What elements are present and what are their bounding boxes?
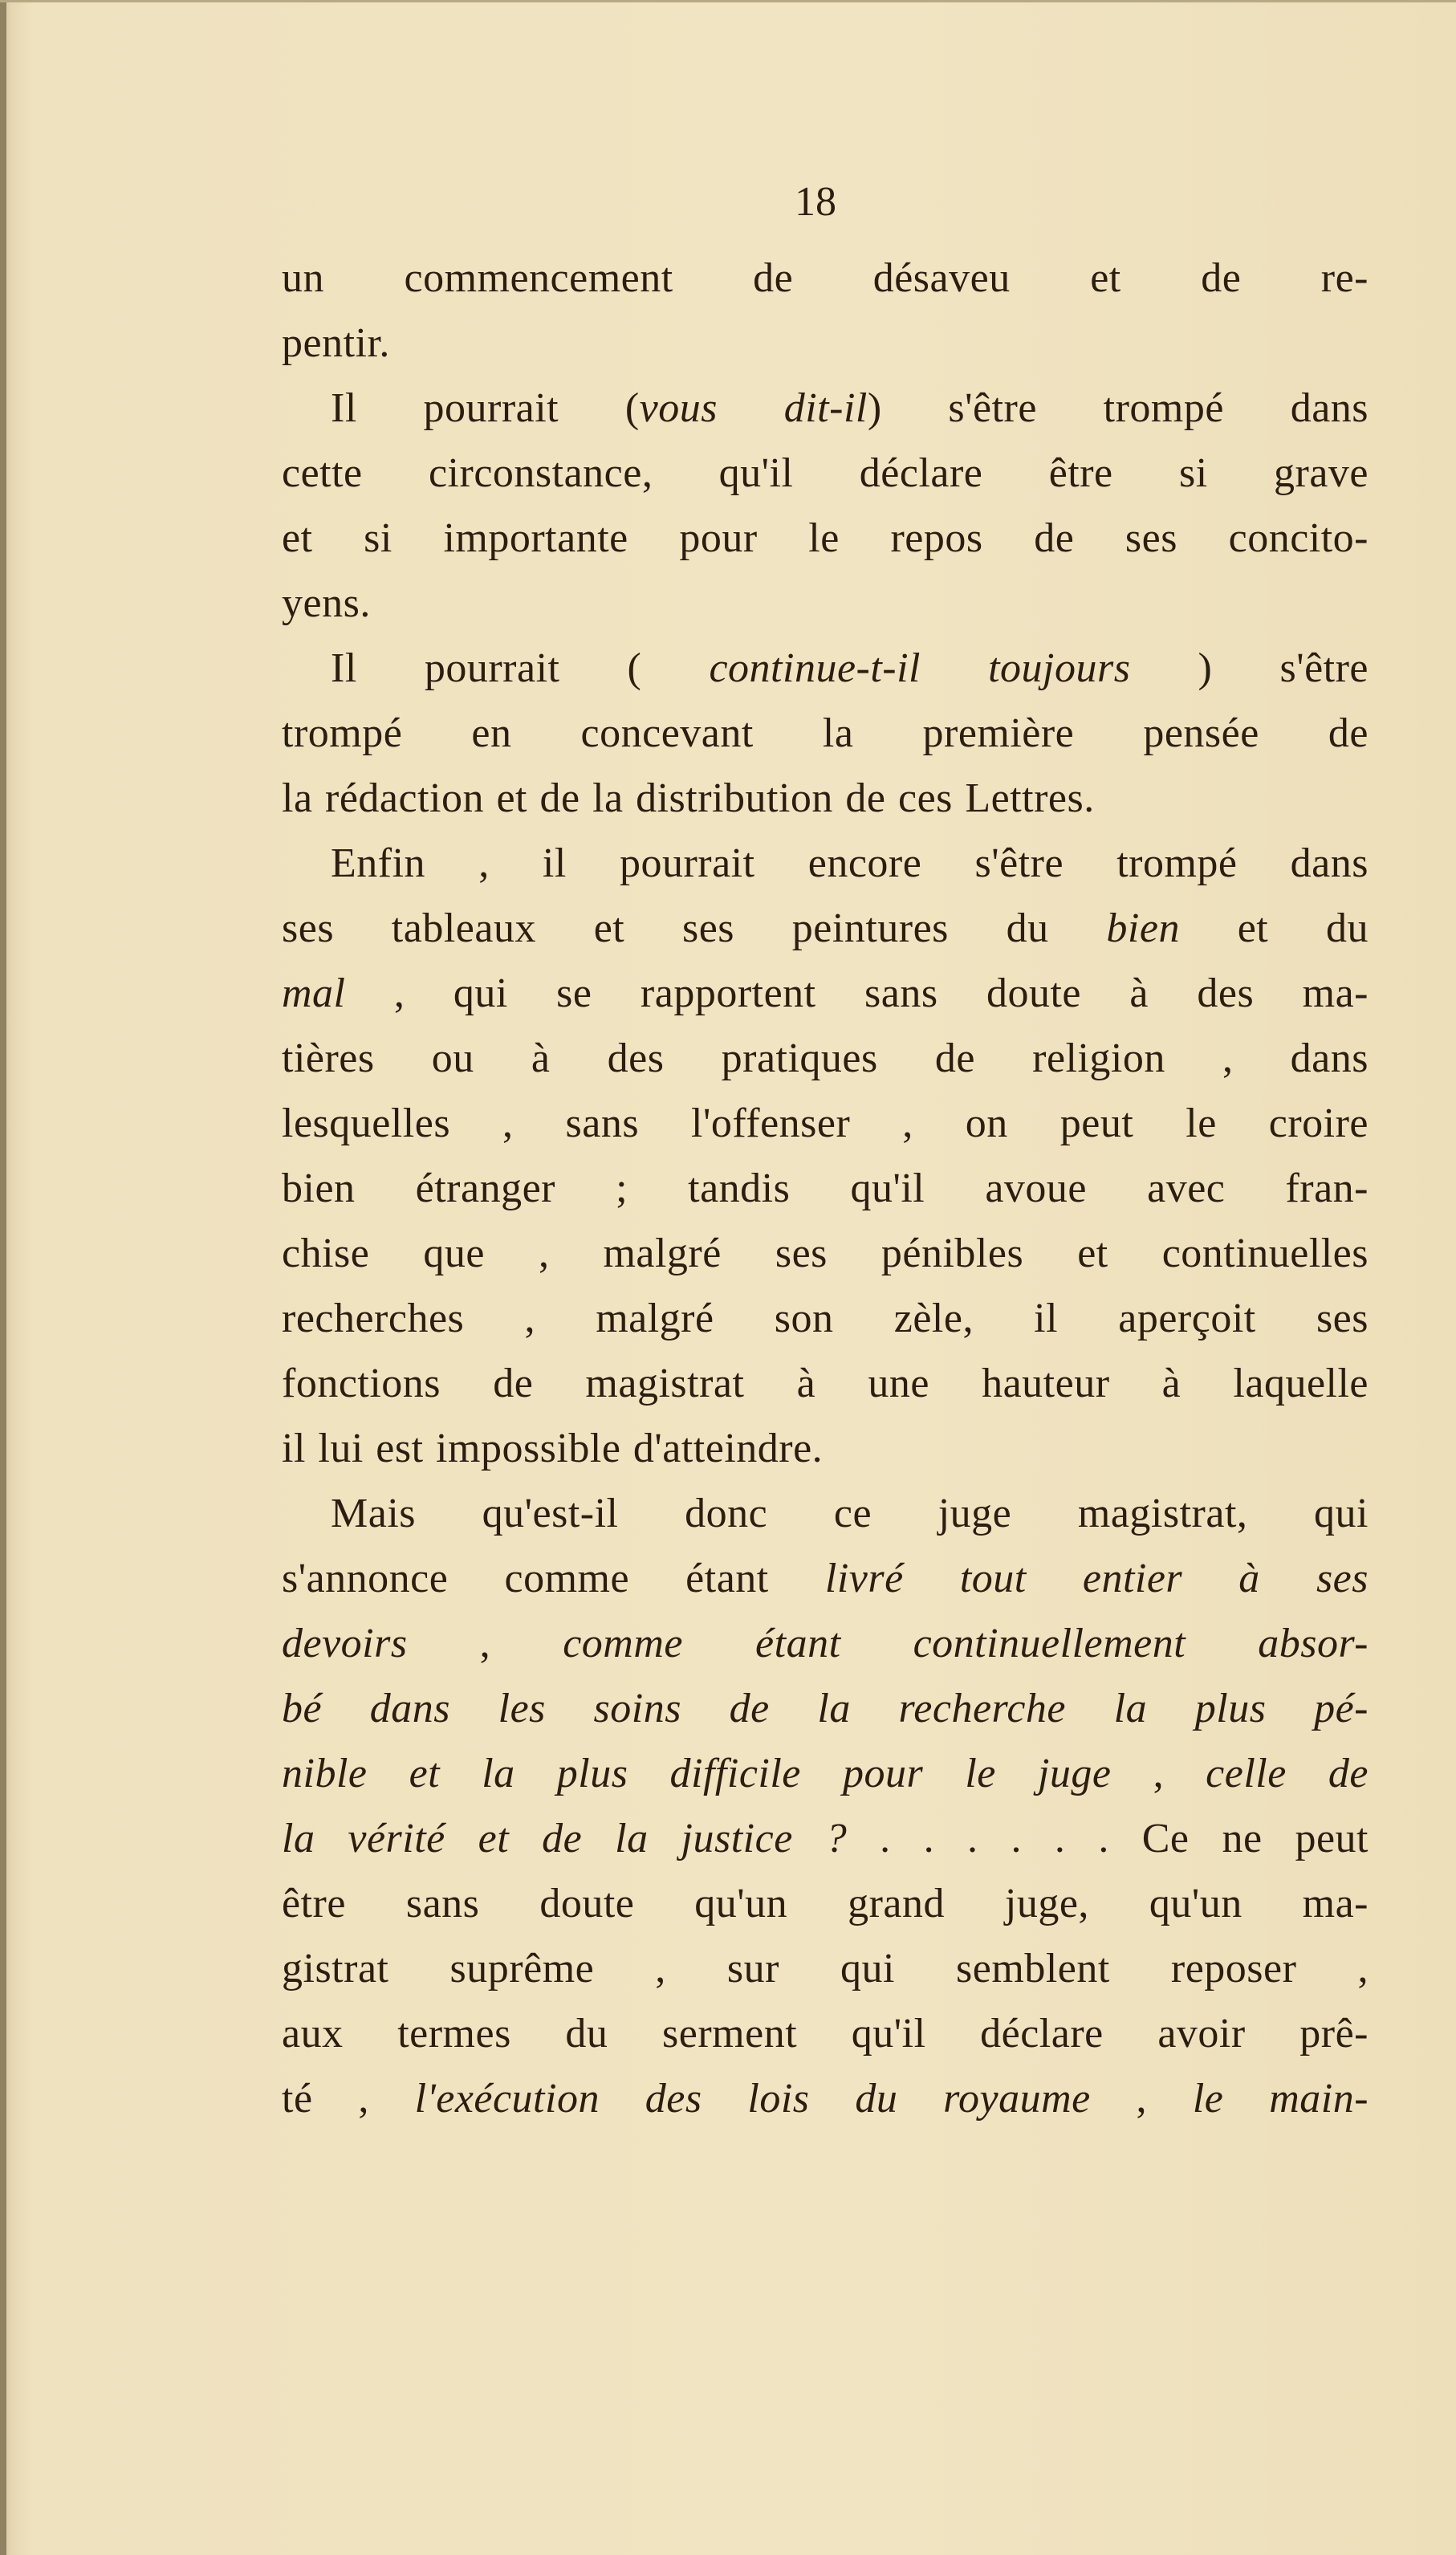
text-line bbox=[282, 376, 1369, 441]
text-line bbox=[282, 1286, 1369, 1351]
text-line bbox=[282, 441, 1369, 506]
italic-text: le main- bbox=[1192, 2076, 1369, 2122]
text-line bbox=[282, 1156, 1369, 1221]
text-segment: , bbox=[407, 1621, 563, 1666]
text-line bbox=[282, 311, 1369, 376]
italic-text: la vérité et de la justice ? bbox=[282, 1816, 848, 1861]
text-line bbox=[282, 2001, 1369, 2066]
text-segment: tières ou à des pratiques de religion , dans bbox=[282, 1035, 1369, 1081]
text-segment: , qui se rapportent sans doute à des ma- bbox=[345, 970, 1369, 1016]
text-line bbox=[282, 766, 1369, 831]
italic-text: comme étant continuellement absor- bbox=[563, 1621, 1369, 1666]
text-segment: trompé en concevant la première pensée de bbox=[282, 710, 1369, 756]
body-text bbox=[282, 246, 1369, 2131]
text-segment: recherches , malgré son zèle, il aperçoit ses bbox=[282, 1296, 1369, 1341]
text-line bbox=[282, 1806, 1369, 1871]
text-line bbox=[282, 1221, 1369, 1286]
text-segment: gistrat suprême , sur qui semblent reposer , bbox=[282, 1946, 1369, 1992]
italic-text: bé dans les soins de la recherche la plus pé- bbox=[282, 1686, 1369, 1731]
text-segment: un commencement de désaveu et de re- bbox=[282, 255, 1369, 301]
text-line bbox=[282, 896, 1369, 961]
text-line bbox=[282, 1741, 1369, 1806]
italic-text: continue-t-il toujours bbox=[709, 645, 1131, 691]
page-top-edge bbox=[0, 0, 1456, 2]
text-segment: pentir. bbox=[282, 320, 390, 366]
text-segment: . . . . . . Ce ne peut bbox=[847, 1816, 1369, 1861]
text-segment: Mais qu'est-il donc ce juge magistrat, qui bbox=[331, 1491, 1369, 1536]
text-segment: la rédaction et de la distribution de ces Lettres. bbox=[282, 775, 1095, 821]
text-segment: et si importante pour le repos de ses concito- bbox=[282, 515, 1369, 561]
page-number: 18 bbox=[795, 179, 836, 225]
italic-text: livré tout entier à ses bbox=[824, 1556, 1369, 1601]
italic-text: devoirs bbox=[282, 1621, 408, 1666]
italic-text: l'exécution des lois du royaume bbox=[414, 2076, 1091, 2122]
text-line bbox=[282, 571, 1369, 636]
italic-text: bien bbox=[1106, 905, 1180, 951]
text-segment: té , bbox=[282, 2076, 415, 2122]
text-segment: bien étranger ; tandis qu'il avoue avec fran- bbox=[282, 1166, 1369, 1211]
text-line bbox=[282, 1676, 1369, 1741]
text-segment: Il pourrait ( bbox=[331, 645, 710, 691]
text-line bbox=[282, 1871, 1369, 1936]
text-segment: ) s'être trompé dans bbox=[867, 385, 1369, 431]
text-line bbox=[282, 1936, 1369, 2001]
text-segment: cette circonstance, qu'il déclare être si grave bbox=[282, 450, 1369, 496]
text-line bbox=[282, 636, 1369, 701]
text-segment: ses tableaux et ses peintures du bbox=[282, 905, 1107, 951]
text-line bbox=[282, 2066, 1369, 2131]
page-binding-edge bbox=[0, 0, 6, 2555]
italic-text: celle de bbox=[1206, 1751, 1369, 1796]
text-line bbox=[282, 1611, 1369, 1676]
text-segment: ) s'être bbox=[1130, 645, 1369, 691]
text-segment: , bbox=[1090, 2076, 1193, 2122]
text-line bbox=[282, 831, 1369, 896]
text-segment: lesquelles , sans l'offenser , on peut le croire bbox=[282, 1101, 1369, 1146]
text-segment: et du bbox=[1179, 905, 1369, 951]
text-segment: Enfin , il pourrait encore s'être trompé dans bbox=[331, 840, 1369, 886]
text-line bbox=[282, 246, 1369, 311]
text-segment: yens. bbox=[282, 580, 371, 626]
text-segment: il lui est impossible d'atteindre. bbox=[282, 1426, 824, 1471]
text-line bbox=[282, 1546, 1369, 1611]
text-line bbox=[282, 506, 1369, 571]
italic-text: nible et la plus difficile pour le juge bbox=[282, 1751, 1112, 1796]
text-segment: s'annonce comme étant bbox=[282, 1556, 825, 1601]
text-segment: être sans doute qu'un grand juge, qu'un ma- bbox=[282, 1881, 1369, 1926]
text-line bbox=[282, 1351, 1369, 1416]
italic-text: mal bbox=[282, 970, 346, 1016]
text-line bbox=[282, 1091, 1369, 1156]
text-line bbox=[282, 1026, 1369, 1091]
text-segment: aux termes du serment qu'il déclare avoir prê- bbox=[282, 2011, 1369, 2057]
text-segment: chise que , malgré ses pénibles et continuelles bbox=[282, 1231, 1369, 1276]
text-segment: fonctions de magistrat à une hauteur à laquelle bbox=[282, 1361, 1369, 1406]
text-segment: Il pourrait ( bbox=[331, 385, 640, 431]
text-segment: , bbox=[1111, 1751, 1206, 1796]
text-line bbox=[282, 701, 1369, 766]
text-line bbox=[282, 1416, 1369, 1481]
text-line bbox=[282, 961, 1369, 1026]
text-line bbox=[282, 1481, 1369, 1546]
italic-text: vous dit-il bbox=[639, 385, 868, 431]
